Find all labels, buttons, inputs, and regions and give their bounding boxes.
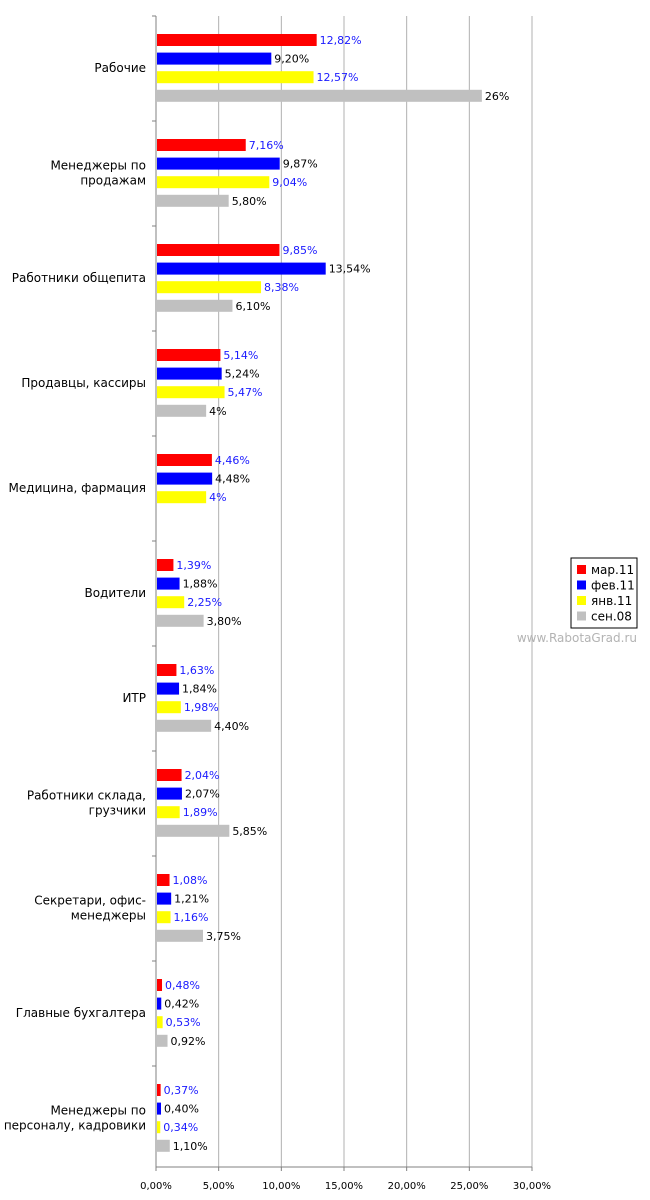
bar-value-label: 5,14%: [223, 349, 259, 362]
category-label: Секретари, офис-: [34, 893, 146, 908]
x-tick-label: 30,00%: [512, 1181, 552, 1192]
bar: [157, 386, 225, 398]
bars: [157, 34, 482, 1152]
bar-value-label: 4,46%: [214, 454, 250, 467]
bar: [157, 683, 179, 695]
x-tick-label: 25,00%: [450, 1181, 489, 1192]
x-tick-label: 0,00%: [140, 1181, 172, 1192]
bar-value-label: 3,80%: [206, 614, 242, 628]
bar: [157, 720, 211, 732]
bar-value-label: 0,40%: [164, 1102, 199, 1116]
category-label: Менеджеры по: [50, 158, 146, 173]
bar-value-label: 9,04%: [272, 176, 308, 190]
x-tick-label: 10,00%: [262, 1181, 301, 1192]
legend-swatch: [577, 565, 586, 574]
bar-value-label: 2,25%: [187, 596, 223, 610]
bar: [157, 1016, 163, 1028]
bar: [157, 788, 182, 800]
bar-value-label: 0,53%: [165, 1016, 201, 1030]
bar: [157, 176, 269, 188]
bar: [157, 405, 206, 417]
bar-value-label: 26%: [484, 89, 510, 103]
bar-value-label: 1,84%: [182, 682, 218, 696]
x-tick-label: 20,00%: [387, 1181, 426, 1192]
bar: [157, 349, 220, 361]
bar-value-label: 1,88%: [182, 577, 218, 591]
bar: [157, 1035, 168, 1047]
bar-value-label: 0,42%: [164, 997, 200, 1011]
bar-value-label: 0,37%: [163, 1084, 199, 1097]
bar: [157, 244, 279, 256]
bar: [157, 473, 212, 485]
bar-value-label: 5,47%: [227, 386, 263, 400]
bar: [157, 559, 173, 571]
bar-value-label: 12,57%: [316, 71, 359, 85]
bar-value-label: 1,98%: [183, 701, 219, 715]
bar: [157, 1084, 161, 1096]
legend-swatch: [577, 581, 586, 590]
category-label: Рабочие: [94, 60, 146, 75]
bar: [157, 825, 229, 837]
bar: [157, 1103, 161, 1115]
bar: [157, 139, 246, 151]
bar: [157, 491, 206, 503]
bar: [157, 911, 171, 923]
bar-value-label: 1,10%: [172, 1139, 208, 1153]
bar: [157, 368, 222, 380]
bar-value-label: 9,85%: [282, 244, 318, 257]
bar: [157, 281, 261, 293]
legend-label: фев.11: [591, 578, 635, 593]
bar: [157, 769, 182, 781]
bar-value-label: 5,85%: [232, 824, 268, 838]
category-label: персоналу, кадровики: [3, 1118, 146, 1133]
category-label: продажам: [80, 173, 146, 188]
legend: [571, 558, 637, 628]
bar: [157, 1140, 170, 1152]
category-label: Медицина, фармация: [8, 480, 146, 495]
legend-label: янв.11: [591, 594, 633, 608]
bar-value-label: 8,38%: [264, 281, 299, 295]
bar-value-label: 1,63%: [179, 664, 215, 677]
bar: [157, 195, 229, 207]
bar: [157, 806, 180, 818]
legend-swatch: [577, 596, 586, 605]
x-tick-label: 15,00%: [324, 1181, 364, 1192]
bar-value-label: 1,08%: [172, 874, 208, 887]
bar: [157, 701, 181, 713]
category-label: Работники склада,: [26, 788, 146, 803]
bar: [157, 596, 184, 608]
category-label: ИТР: [122, 690, 146, 705]
bar: [157, 930, 203, 942]
bar: [157, 158, 280, 170]
bar: [157, 1121, 160, 1133]
bar-value-label: 1,89%: [182, 806, 218, 820]
bar: [157, 300, 232, 312]
category-label: Главные бухгалтера: [15, 1005, 146, 1020]
bar: [157, 664, 176, 676]
bar: [157, 874, 170, 886]
legend-label: мар.11: [591, 563, 635, 577]
bar-value-label: 1,16%: [173, 911, 209, 925]
bar-value-label: 5,80%: [231, 194, 267, 208]
bar-value-label: 6,10%: [235, 299, 271, 313]
bar-value-label: 3,75%: [206, 929, 241, 943]
bar-value-label: 5,24%: [224, 367, 260, 381]
category-label: Продавцы, кассиры: [21, 375, 146, 390]
bar-value-label: 9,20%: [274, 52, 310, 66]
grid-lines: [219, 16, 532, 1167]
bar-value-label: 4%: [209, 404, 227, 418]
legend-label: сен.08: [591, 609, 632, 624]
watermark-text: www.RabotaGrad.ru: [516, 631, 637, 645]
bar: [157, 454, 212, 466]
bar-value-label: 12,82%: [319, 34, 362, 47]
bar: [157, 578, 180, 590]
bar-value-label: 0,34%: [163, 1121, 199, 1135]
bar: [157, 71, 314, 83]
bar-value-label: 0,48%: [165, 979, 200, 992]
bar: [157, 615, 204, 627]
category-label: Водители: [84, 585, 146, 600]
bar: [157, 979, 162, 991]
bar-value-label: 0,92%: [170, 1034, 206, 1048]
bar: [157, 998, 161, 1010]
bar: [157, 893, 171, 905]
category-label: Работники общепита: [11, 270, 146, 285]
bar: [157, 53, 271, 65]
category-label: грузчики: [88, 803, 146, 818]
bar-value-label: 9,87%: [282, 157, 318, 171]
bar: [157, 90, 482, 102]
bar-value-label: 1,39%: [176, 559, 212, 572]
bar-value-label: 2,07%: [184, 787, 220, 801]
x-tick-label: 5,00%: [202, 1181, 235, 1192]
bar-value-label: 4,40%: [214, 719, 250, 733]
bar-value-label: 2,04%: [184, 769, 220, 782]
bar: [157, 263, 326, 275]
category-label: Менеджеры по: [50, 1103, 146, 1118]
bar-value-label: 13,54%: [328, 262, 371, 276]
bar: [157, 34, 317, 46]
bar-value-label: 4,48%: [215, 472, 251, 486]
category-label: менеджеры: [70, 908, 146, 923]
bar-value-label: 4%: [209, 491, 227, 505]
bar-value-label: 7,16%: [248, 139, 284, 152]
bar-value-label: 1,21%: [174, 892, 210, 906]
legend-swatch: [577, 612, 586, 621]
